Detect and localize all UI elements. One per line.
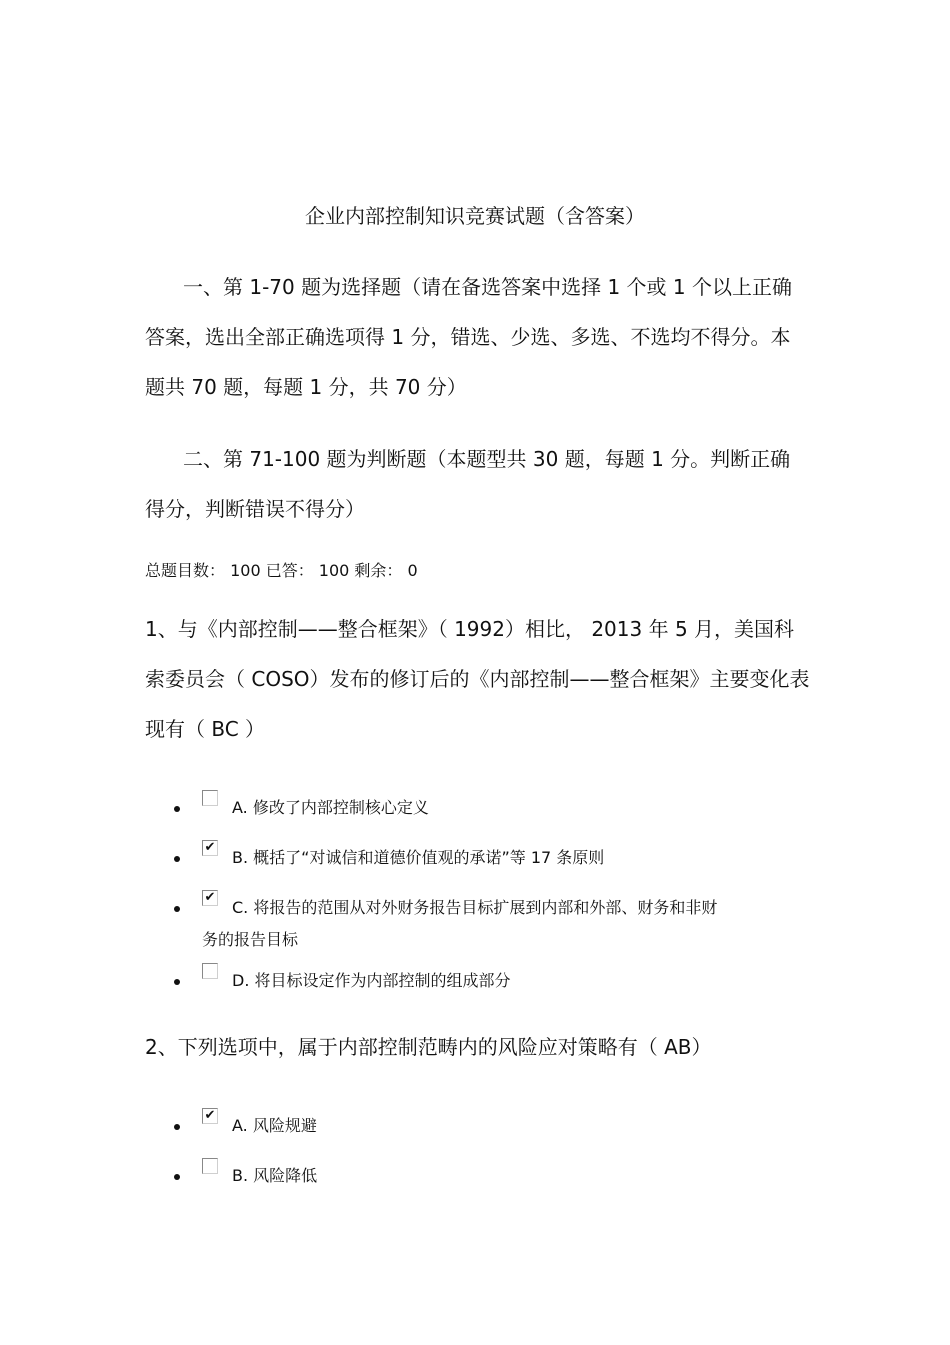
checkbox-unchecked-icon[interactable] — [202, 790, 218, 806]
bullet-icon — [174, 1124, 180, 1130]
bullet-icon — [174, 806, 180, 812]
option-label: A. 修改了内部控制核心定义 — [232, 798, 429, 817]
checkbox-checked-icon[interactable]: ✔ — [202, 840, 218, 856]
intro-text-choice: 一、第 1-70 题为选择题（请在备选答案中选择 1 个或 1 个以上正确答案，选出全部正确选项得 1 分，错选、少选、多选、不选均不得分。本题共 70 题，每题 1 分，共 70 分） — [145, 275, 792, 399]
progress-stats: 总题目数： 100 已答： 100 剩余： 0 — [145, 561, 418, 580]
checkbox-unchecked-icon[interactable] — [202, 963, 218, 979]
option-label: B. 概括了“对诚信和道德价值观的承诺”等 17 条原则 — [232, 848, 605, 867]
option-label: C. 将报告的范围从对外财务报告目标扩展到内部和外部、财务和非财 — [232, 898, 718, 917]
option-label-continued: 务的报告目标 — [202, 930, 299, 949]
checkbox-checked-icon[interactable]: ✔ — [202, 890, 218, 906]
intro-paragraph-judgement — [145, 434, 810, 534]
option-label: A. 风险规避 — [232, 1116, 317, 1135]
checkbox-unchecked-icon[interactable] — [202, 1158, 218, 1174]
option-label: D. 将目标设定作为内部控制的组成部分 — [232, 971, 511, 990]
bullet-icon — [174, 856, 180, 862]
bullet-icon — [174, 1174, 180, 1180]
option-label: B. 风险降低 — [232, 1166, 318, 1185]
checkbox-checked-icon[interactable]: ✔ — [202, 1108, 218, 1124]
question-1-text: 1、与《内部控制——整合框架》（ 1992）相比， 2013 年 5 月，美国科索委员会（ COSO）发布的修订后的《内部控制——整合框架》主要变化表现有（ BC ） — [145, 617, 810, 741]
bullet-icon — [174, 906, 180, 912]
bullet-icon — [174, 979, 180, 985]
question-2-text: 2、下列选项中，属于内部控制范畴内的风险应对策略有（ AB） — [145, 1035, 712, 1059]
document-title: 企业内部控制知识竞赛试题（含答案） — [305, 204, 645, 228]
intro-text-judgement: 二、第 71-100 题为判断题（本题型共 30 题，每题 1 分。判断正确得分，判断错误不得分） — [145, 447, 791, 521]
intro-paragraph-choice — [145, 262, 810, 412]
